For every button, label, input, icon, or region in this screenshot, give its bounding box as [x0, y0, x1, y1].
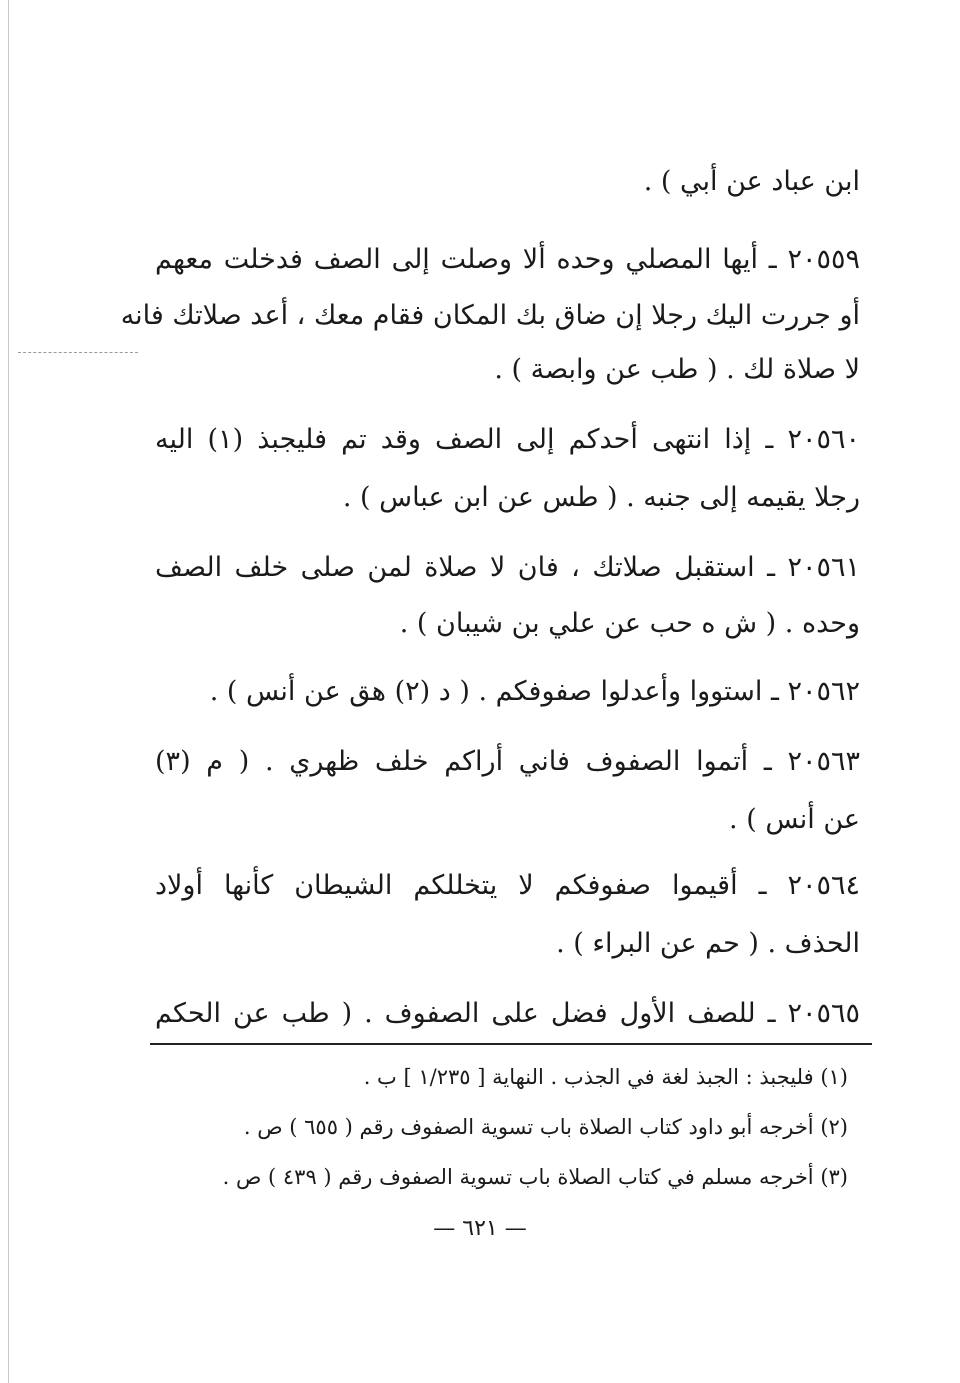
- scan-edge-dash: [18, 352, 138, 353]
- hadith-20565-line-1: ٢٠٥٦٥ ـ للصف الأول فضل على الصفوف . ( طب عن الحكم: [155, 998, 860, 1029]
- hadith-20560-line-1: ٢٠٥٦٠ ـ إذا انتهى أحدكم إلى الصف وقد تم فليجبذ (١) اليه: [155, 424, 861, 455]
- hadith-20563-line-2: عن أنس ) .: [729, 804, 860, 835]
- hadith-20560-line-2: رجلا يقيمه إلى جنبه . ( طس عن ابن عباس ) .: [342, 482, 860, 513]
- hadith-20561-line-1: ٢٠٥٦١ ـ استقبل صلاتك ، فان لا صلاة لمن صلى خلف الصف: [155, 552, 860, 583]
- hadith-20562-line-1: ٢٠٥٦٢ ـ استووا وأعدلوا صفوفكم . ( د (٢) هق عن أنس ) .: [209, 676, 860, 707]
- footnote-divider: [150, 1043, 872, 1045]
- text-line-1: ابن عباد عن أبي ) .: [643, 166, 860, 197]
- scan-edge-line: [8, 0, 9, 1383]
- page-number: — ٦٢١ —: [433, 1216, 527, 1241]
- hadith-20559-line-1: ٢٠٥٥٩ ـ أيها المصلي وحده ألا وصلت إلى الصف فدخلت معهم: [155, 244, 860, 275]
- hadith-20561-line-2: وحده . ( ش ه حب عن علي بن شيبان ) .: [399, 608, 860, 639]
- footnote-3: (٣) أخرجه مسلم في كتاب الصلاة باب تسوية الصفوف رقم ( ٤٣٩ ) ص .: [222, 1165, 848, 1189]
- hadith-20559-line-2: أو جررت اليك رجلا إن ضاق بك المكان فقام معك ، أعد صلاتك فانه: [120, 300, 860, 331]
- hadith-20564-line-1: ٢٠٥٦٤ ـ أقيموا صفوفكم لا يتخللكم الشيطان كأنها أولاد: [155, 870, 860, 901]
- hadith-20564-line-2: الحذف . ( حم عن البراء ) .: [556, 928, 860, 959]
- hadith-20559-line-3: لا صلاة لك . ( طب عن وابصة ) .: [494, 354, 860, 385]
- footnote-2: (٢) أخرجه أبو داود كتاب الصلاة باب تسوية الصفوف رقم ( ٦٥٥ ) ص .: [243, 1115, 848, 1139]
- hadith-20563-line-1: ٢٠٥٦٣ ـ أتموا الصفوف فاني أراكم خلف ظهري . ( م (٣): [155, 746, 860, 777]
- footnote-1: (١) فليجبذ : الجبذ لغة في الجذب . النهاية [ ١/٢٣٥ ] ب .: [363, 1065, 848, 1089]
